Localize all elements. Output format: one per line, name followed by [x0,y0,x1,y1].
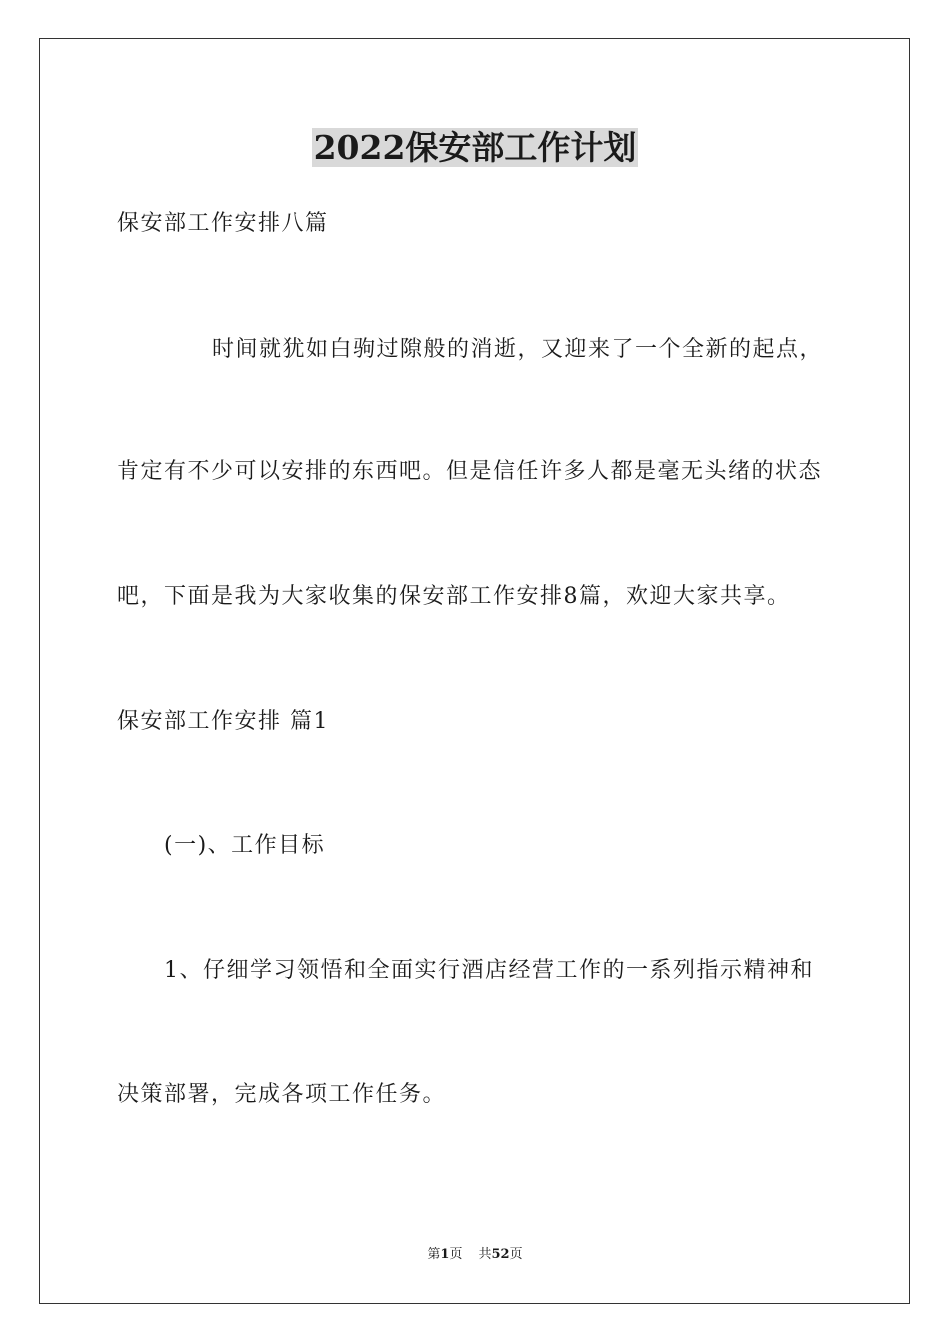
paragraph-line-3: 吧，下面是我为大家收集的保安部工作安排8篇，欢迎大家共享。 [117,584,791,609]
footer-total-pages: 52 [491,1247,510,1262]
footer-total-suffix: 页 [509,1247,523,1262]
footer-page-number: 1 [440,1247,450,1262]
list-item-line-1: 1、仔细学习领悟和全面实行酒店经营工作的一系列指示精神和 [164,958,814,983]
footer-page-suffix: 页 [449,1247,463,1262]
subsection-heading: (一)、工作目标 [164,833,326,858]
footer-total-prefix: 共 [478,1247,492,1262]
paragraph-line-2: 肯定有不少可以安排的东西吧。但是信任许多人都是毫无头绪的状态 [117,459,823,484]
document-title: 2022保安部工作计划 [313,128,637,167]
section-heading: 保安部工作安排 篇1 [117,709,329,734]
paragraph-line-1: 时间就犹如白驹过隙般的消逝，又迎来了一个全新的起点， [212,337,824,362]
list-item-line-2: 决策部署，完成各项工作任务。 [117,1082,447,1107]
page-footer [0,1247,950,1263]
subtitle-line: 保安部工作安排八篇 [117,211,329,236]
footer-page-prefix: 第 [427,1247,441,1262]
